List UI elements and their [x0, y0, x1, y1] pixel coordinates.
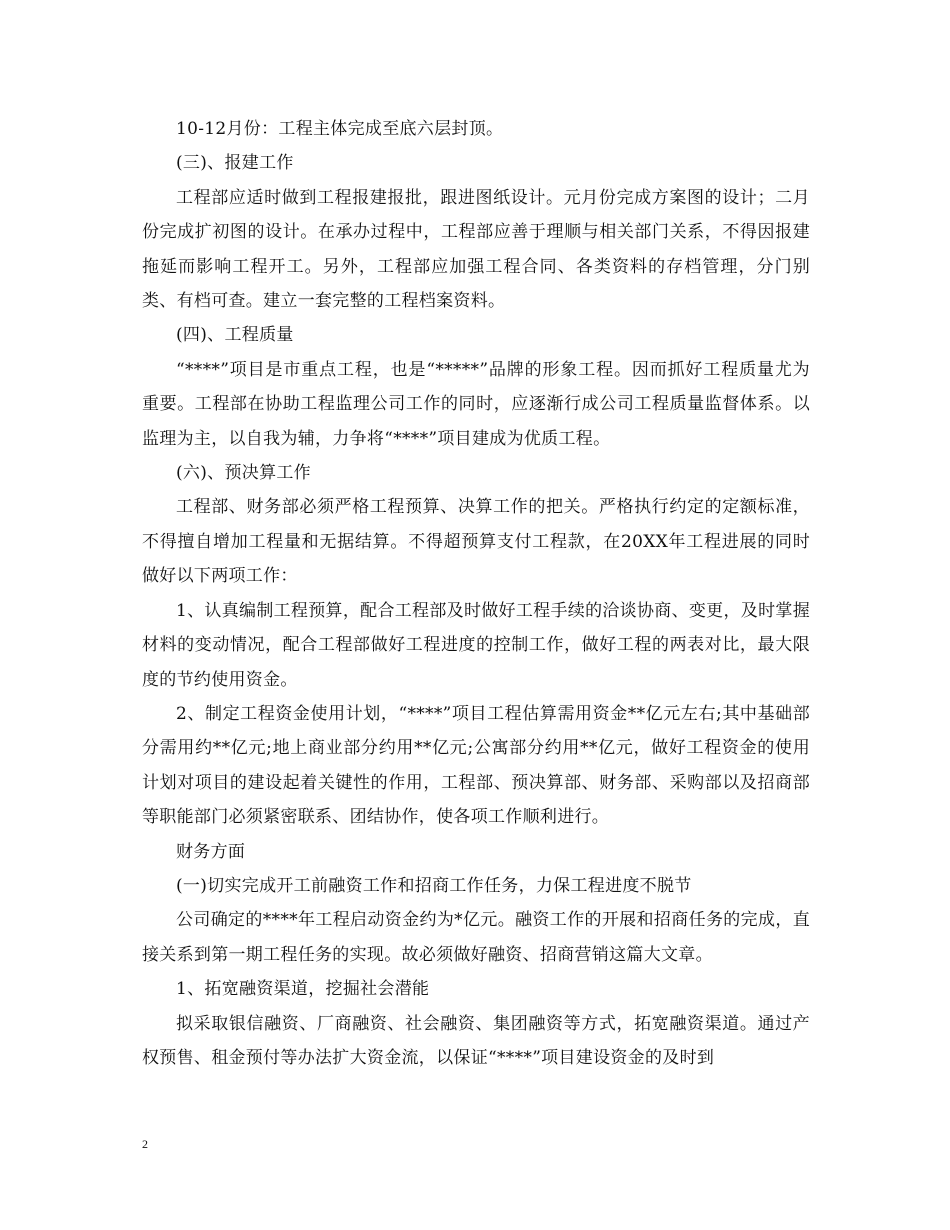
heading-budget: (六)、预决算工作 [176, 463, 311, 484]
paragraph-permit-work: 工程部应适时做到工程报建报批，跟进图纸设计。元月份完成方案图的设计；二月份完成扩初图的设计。在承办过程中，工程部应善于理顺与相关部门关系，不得因报建拖延而影响工程开工。另外，工程部应加强工程合同、各类资料的存档管理，分门别类、有档可查。建立一套完整的工程档案资料。 [142, 187, 810, 312]
paragraph-finance: 公司确定的****年工程启动资金约为*亿元。融资工作的开展和招商任务的完成，直接关系到第一期工程任务的实现。故必须做好融资、招商营销这篇大文章。 [142, 910, 810, 965]
document-body [142, 112, 810, 1075]
heading-finance: 财务方面 [176, 841, 246, 862]
paragraph-financing-channels: 拟采取银信融资、厂商融资、社会融资、集团融资等方式，拓宽融资渠道。通过产权预售、租金预付等办法扩大资金流，以保证“****”项目建设资金的及时到 [142, 1013, 810, 1068]
heading-financing-channels: 1、拓宽融资渠道，挖掘社会潜能 [176, 979, 430, 1000]
paragraph-budget: 工程部、财务部必须严格工程预算、决算工作的把关。严格执行约定的定额标准，不得擅自增加工程量和无据结算。不得超预算支付工程款，在20XX年工程进展的同时做好以下两项工作： [142, 497, 810, 587]
paragraph-budget-item-2: 2、制定工程资金使用计划，“****”项目工程估算需用资金**亿元左右;其中基础部分需用约**亿元;地上商业部分约用**亿元;公寓部分约用**亿元，做好工程资金的使用计划对项目的建设起着关键性的作用，工程部、预决算部、财务部、采购部以及招商部等职能部门必须紧密联系、团结协作，使各项工作顺利进行。 [142, 703, 810, 828]
paragraph-quality: “****”项目是市重点工程，也是“*****”品牌的形象工程。因而抓好工程质量尤为重要。工程部在协助工程监理公司工作的同时，应逐渐行成公司工程质量监督体系。以监理为主，以自我为辅，力争将“****”项目建成为优质工程。 [142, 359, 810, 449]
heading-quality: (四)、工程质量 [176, 325, 294, 346]
paragraph-budget-item-1: 1、认真编制工程预算，配合工程部及时做好工程手续的洽谈协商、变更，及时掌握材料的变动情况，配合工程部做好工程进度的控制工作，做好工程的两表对比，最大限度的节约使用资金。 [142, 600, 810, 690]
paragraph-schedule: 10-12月份：工程主体完成至底六层封顶。 [176, 119, 504, 139]
page-number: 2 [142, 1137, 148, 1151]
heading-finance-sub-1: (一)切实完成开工前融资工作和招商工作任务，力保工程进度不脱节 [176, 875, 692, 896]
heading-permit-work: (三)、报建工作 [176, 153, 294, 174]
